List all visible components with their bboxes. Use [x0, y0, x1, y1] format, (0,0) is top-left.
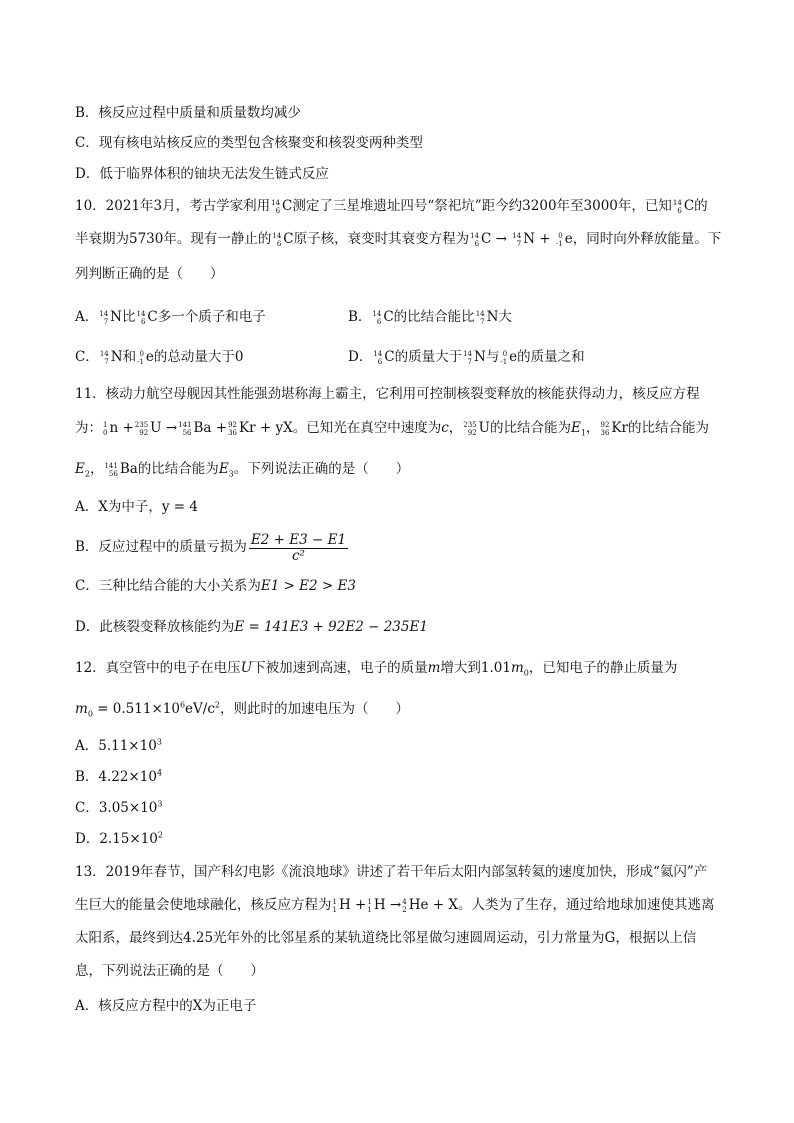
q10-line1: 10．2021年3月，考古学家利用 14 6 C测定了三星堆遗址四号“祭祀坑”距今约3200年至3000年，已知 14 6 C的 — [75, 198, 708, 215]
q13-line3: 太阳系，最终到达4.25光年外的比邻星系的某轨道绕比邻星做匀速圆周运动，引力常量为G，根据以上信 — [75, 930, 697, 946]
q11-option-d: D．此核裂变释放核能约为E = 141E3 + 92E2 − 235E1 — [75, 619, 428, 635]
q13-line4: 息，下列说法正确的是（ ） — [75, 963, 264, 979]
q10-option-b: B． 14 6 C的比结合能比 14 7 N大 — [348, 309, 512, 326]
mass-defect-fraction: $\frac{E2 + E3 - E1}{\text{c²}}$ — [250, 532, 347, 564]
q9-option-c: C．现有核电站核反应的类型包含核聚变和核裂变两种类型 — [75, 135, 423, 151]
q11-option-a: A．X为中子，y = 4 — [75, 499, 198, 515]
q10-option-d: D． 14 6 C的质量大于 14 7 N与 0 -1 e的质量之和 — [348, 349, 585, 366]
q13-option-a: A．核反应方程中的X为正电子 — [75, 998, 257, 1014]
q9-option-d: D．低于临界体积的铀块无法发生链式反应 — [75, 166, 329, 182]
q12-option-c: C．$3.05\times 10^3$ — [75, 799, 163, 816]
nuclide-c14: 14 6 — [672, 198, 682, 215]
q12-line1: 12．真空管中的电子在电压U下被加速到高速，电子的质量m增大到$1.01m_0$，已知电子的静止质量为 — [75, 660, 678, 678]
q10-option-c: C． 14 7 N和 0 -1 e的总动量大于0 — [75, 349, 244, 366]
q12-option-d: D．$2.15\times 10^2$ — [75, 830, 163, 847]
nuclide-c14: 14 6 — [272, 231, 282, 248]
q12-option-a: A．$5.11\times 10^3$ — [75, 737, 162, 754]
q10-option-a: A． 14 7 N比 14 6 C多一个质子和电子 — [75, 309, 266, 326]
nuclide-c14: 14 6 — [470, 231, 480, 248]
nuclide-n14: 14 7 — [512, 231, 522, 248]
q13-line1: 13．2019年春节，国产科幻电影《流浪地球》讲述了若干年后太阳内部氢转氦的速度加快，形成“氦闪”产 — [75, 864, 708, 880]
q13-line2: 生巨大的能量会使地球融化，核反应方程为 1 1 H + 1 1 H → 4 2 He + X。人类为了生存，通过给地球加速使其逃离 — [75, 897, 715, 914]
q12-option-b: B．$4.22\times 10^4$ — [75, 768, 163, 785]
nuclide-c14: 14 6 — [271, 198, 281, 215]
q11-option-c: C．三种比结合能的大小关系为E1 > E2 > E3 — [75, 578, 356, 594]
q10-line2: 半衰期为5730年。现有一静止的 14 6 C原子核，衰变时其衰变方程为 14 6 C → 14 7 N + 0 -1 e，同时向外释放能量。下 — [75, 231, 722, 248]
q11-line1: 11．核动力航空母舰因其性能强劲堪称海上霸主，它利用可控制核裂变释放的核能获得动力，核反应方程 — [75, 386, 700, 402]
q11-line3: $E_2$， 141 56 Ba的比结合能为$E_3$。下列说法正确的是（ ） — [75, 461, 410, 479]
q11-line2: 为： 1 0 n + 235 92 U → 141 56 Ba + 92 36 Kr + yX。已知光在真空中速度为c， 235 92 U的比结合能为$E_1$， 92 36 Kr的比结合能为 — [75, 420, 709, 438]
q10-line3: 列判断正确的是（ ） — [75, 266, 224, 282]
q12-line2: $m_0 = 0.511\times 10^6eV/c^2$，则此时的加速电压为（ ） — [75, 700, 409, 719]
q9-option-b: B．核反应过程中质量和质量数均减少 — [75, 105, 301, 121]
q11-option-b: B．反应过程中的质量亏损为 $\frac{E2 + E3 - E1}{\text{c²}}$ — [75, 532, 347, 564]
nuclide-electron: 0 -1 — [555, 231, 563, 248]
